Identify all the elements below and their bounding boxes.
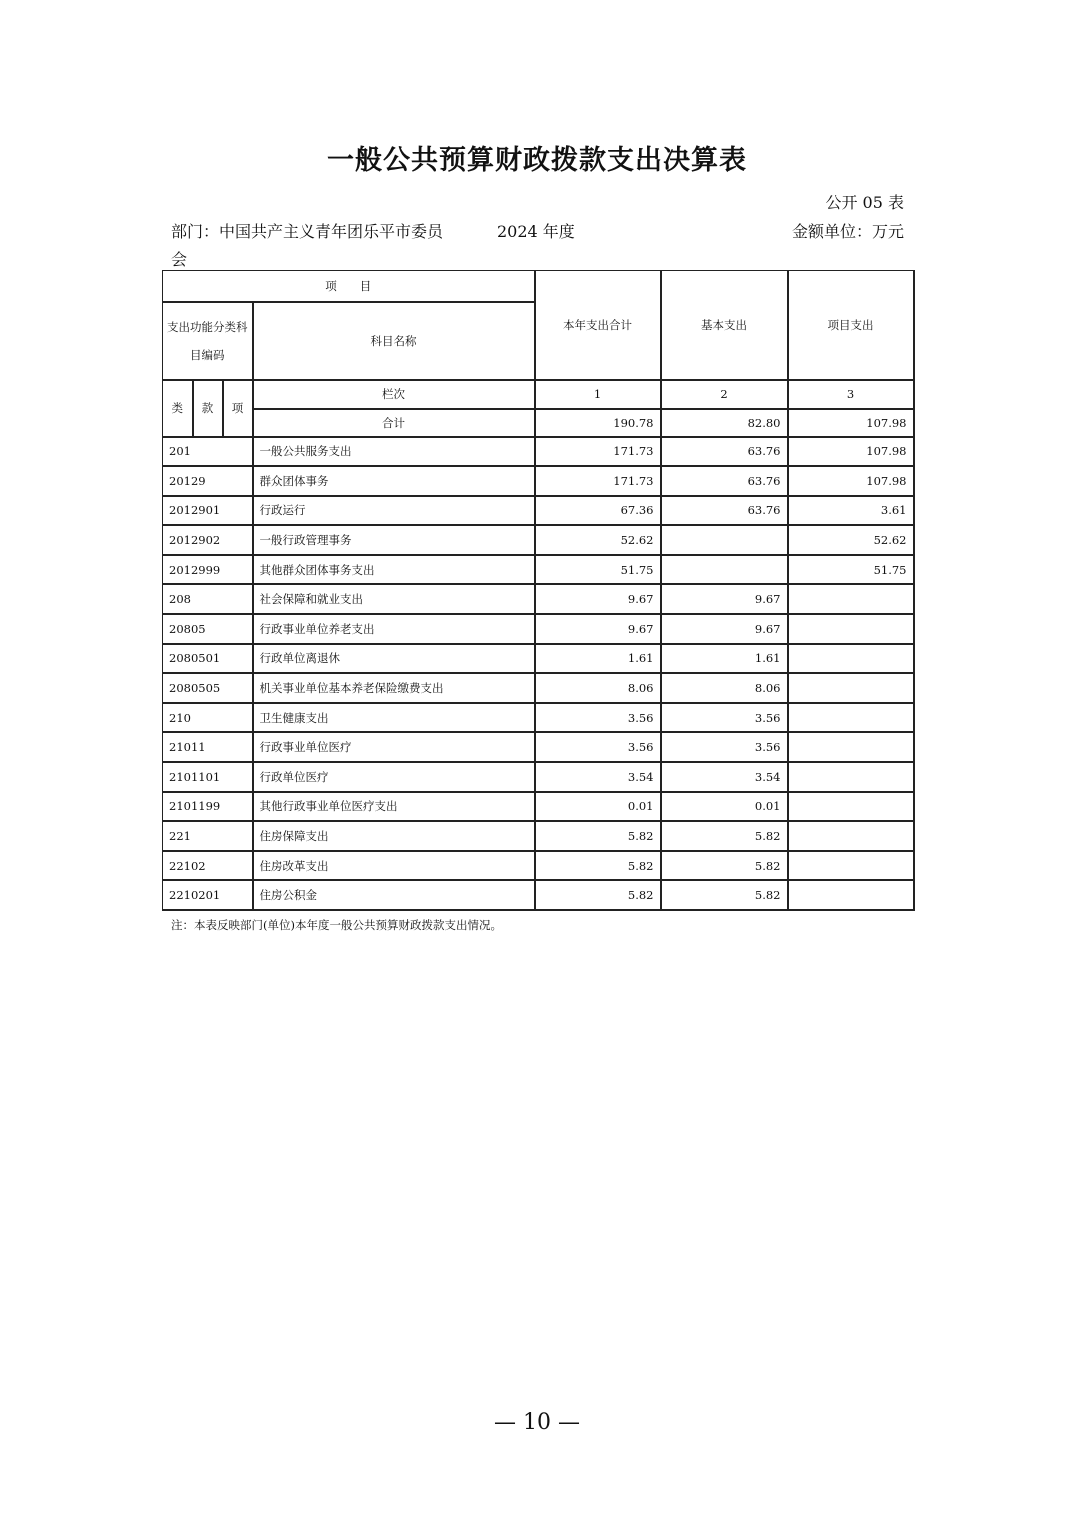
table-row [163,584,914,614]
form-number: 公开 05 表 [825,193,904,212]
row-code: 21011 [163,732,253,762]
row-project [788,851,914,881]
row-subject-name: 卫生健康支出 [253,703,535,733]
row-total: 67.36 [535,496,661,526]
row-code: 201 [163,437,253,467]
row-code: 2210201 [163,880,253,910]
row-basic: 3.56 [661,732,788,762]
row-total: 171.73 [535,437,661,467]
row-basic: 3.54 [661,762,788,792]
row-project [788,644,914,674]
row-code: 2101101 [163,762,253,792]
row-code: 210 [163,703,253,733]
row-basic: 9.67 [661,614,788,644]
row-project: 107.98 [788,466,914,496]
row-total: 1.61 [535,644,661,674]
row-total: 5.82 [535,821,661,851]
row-subject-name: 一般公共服务支出 [253,437,535,467]
row-project [788,762,914,792]
row-total: 9.67 [535,614,661,644]
project-header: 项 目 [163,271,535,302]
table-note: 注：本表反映部门(单位)本年度一般公共预算财政拨款支出情况。 [171,918,502,932]
row-project [788,614,914,644]
row-total: 9.67 [535,584,661,614]
page-number: — 10 — [494,1410,580,1435]
row-basic: 63.76 [661,496,788,526]
func-code-header: 支出功能分类科目编码 [163,302,253,380]
header-row-column-numbers [163,380,914,409]
row-total: 3.54 [535,762,661,792]
xiang-header: 项 [223,380,253,437]
row-total: 5.82 [535,851,661,881]
table-row [163,880,914,910]
table-row [163,703,914,733]
row-code: 208 [163,584,253,614]
sum-project: 107.98 [788,409,914,437]
row-project: 3.61 [788,496,914,526]
sum-basic: 82.80 [661,409,788,437]
row-subject-name: 行政事业单位医疗 [253,732,535,762]
row-code: 2101199 [163,792,253,822]
row-total: 3.56 [535,732,661,762]
row-basic: 1.61 [661,644,788,674]
row-total: 52.62 [535,525,661,555]
row-project: 51.75 [788,555,914,585]
row-basic [661,525,788,555]
row-subject-name: 住房改革支出 [253,851,535,881]
row-code: 2012901 [163,496,253,526]
row-subject-name: 其他群众团体事务支出 [253,555,535,585]
row-subject-name: 住房保障支出 [253,821,535,851]
row-project: 107.98 [788,437,914,467]
row-subject-name: 行政单位离退休 [253,644,535,674]
row-total: 8.06 [535,673,661,703]
row-code: 20805 [163,614,253,644]
amount-unit: 金额单位：万元 [791,222,904,241]
col3-number: 3 [788,380,914,409]
row-basic: 5.82 [661,821,788,851]
row-basic: 63.76 [661,466,788,496]
row-subject-name: 其他行政事业单位医疗支出 [253,792,535,822]
row-basic [661,555,788,585]
row-code: 2080501 [163,644,253,674]
table-row [163,851,914,881]
row-code: 221 [163,821,253,851]
kuan-header: 款 [193,380,223,437]
row-project: 52.62 [788,525,914,555]
table-row [163,466,914,496]
table-row [163,673,914,703]
fiscal-year: 2024 年度 [497,222,575,241]
row-code: 2012902 [163,525,253,555]
expenditure-table [162,270,915,911]
table-row [163,525,914,555]
row-code: 2012999 [163,555,253,585]
header-row-project [163,271,914,302]
row-total: 0.01 [535,792,661,822]
sum-total: 190.78 [535,409,661,437]
row-total: 51.75 [535,555,661,585]
basic-header: 基本支出 [661,271,788,380]
row-subject-name: 一般行政管理事务 [253,525,535,555]
row-subject-name: 机关事业单位基本养老保险缴费支出 [253,673,535,703]
table-row [163,732,914,762]
row-subject-name: 行政运行 [253,496,535,526]
row-basic: 9.67 [661,584,788,614]
page-title: 一般公共预算财政拨款支出决算表 [327,145,747,176]
row-subject-name: 行政单位医疗 [253,762,535,792]
row-subject-name: 群众团体事务 [253,466,535,496]
lanci-header: 栏次 [253,380,535,409]
row-basic: 5.82 [661,880,788,910]
table-row [163,762,914,792]
row-subject-name: 住房公积金 [253,880,535,910]
row-code: 20129 [163,466,253,496]
table-row [163,437,914,467]
row-basic: 8.06 [661,673,788,703]
row-basic: 0.01 [661,792,788,822]
table-row [163,496,914,526]
col2-number: 2 [661,380,788,409]
table-row [163,644,914,674]
row-total: 5.82 [535,880,661,910]
sum-row [163,409,914,437]
row-subject-name: 社会保障和就业支出 [253,584,535,614]
col1-number: 1 [535,380,661,409]
sum-label: 合计 [253,409,535,437]
department-label: 部门：中国共产主义青年团乐平市委员会 [171,222,444,269]
row-basic: 63.76 [661,437,788,467]
row-project [788,584,914,614]
row-total: 171.73 [535,466,661,496]
project-expense-header: 项目支出 [788,271,914,380]
row-total: 3.56 [535,703,661,733]
row-subject-name: 行政事业单位养老支出 [253,614,535,644]
row-code: 2080505 [163,673,253,703]
lei-header: 类 [163,380,193,437]
table-row [163,555,914,585]
row-project [788,673,914,703]
total-header: 本年支出合计 [535,271,661,380]
table-row [163,792,914,822]
subject-name-header: 科目名称 [253,302,535,380]
row-project [788,792,914,822]
row-project [788,880,914,910]
row-basic: 3.56 [661,703,788,733]
row-project [788,732,914,762]
table-row [163,614,914,644]
row-basic: 5.82 [661,851,788,881]
row-project [788,821,914,851]
row-project [788,703,914,733]
table-row [163,821,914,851]
row-code: 22102 [163,851,253,881]
